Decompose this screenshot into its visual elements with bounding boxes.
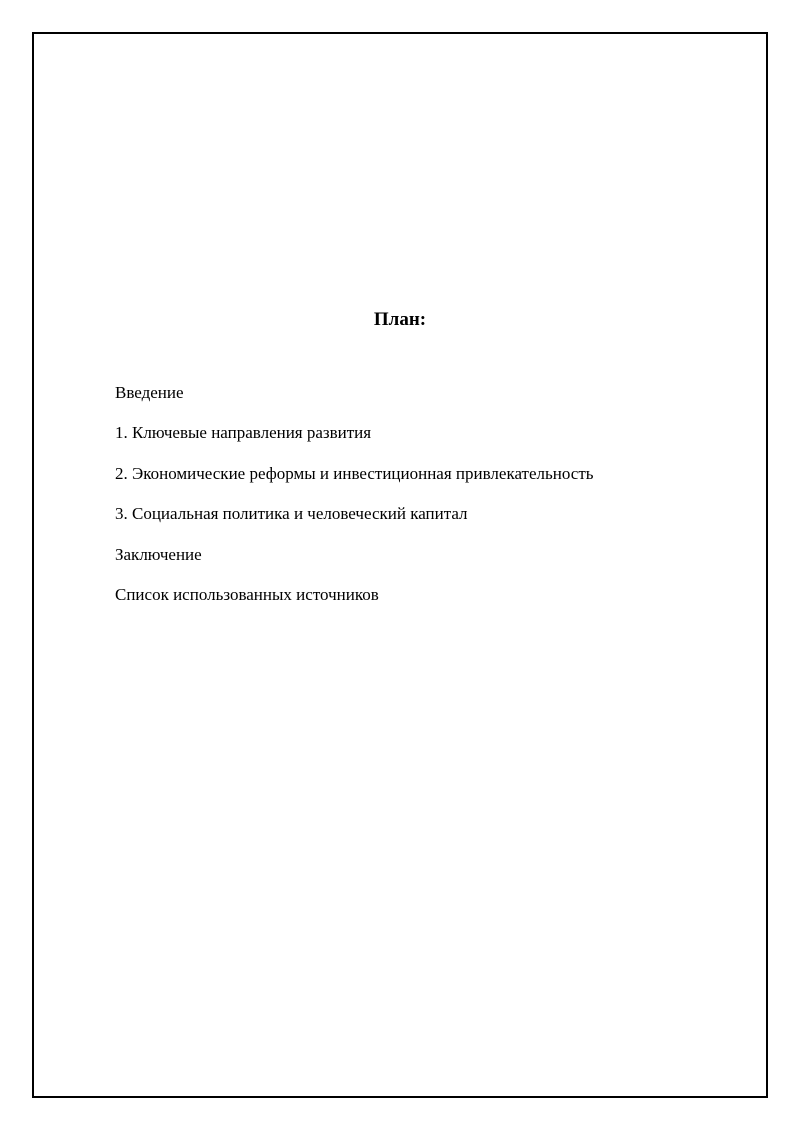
plan-item-conclusion: Заключение: [115, 544, 202, 564]
plan-list: [115, 381, 594, 623]
plan-item-chapter-3: 3. Социальная политика и человеческий капитал: [115, 504, 468, 524]
page-frame: [32, 32, 768, 1098]
plan-item-references: Список использованных источников: [115, 584, 379, 604]
plan-item-chapter-1: 1. Ключевые направления развития: [115, 423, 372, 443]
plan-item-introduction: Введение: [115, 383, 184, 402]
page-title: План:: [373, 309, 427, 330]
plan-item-chapter-2: 2. Экономические реформы и инвестиционная привлекательность: [115, 463, 594, 483]
